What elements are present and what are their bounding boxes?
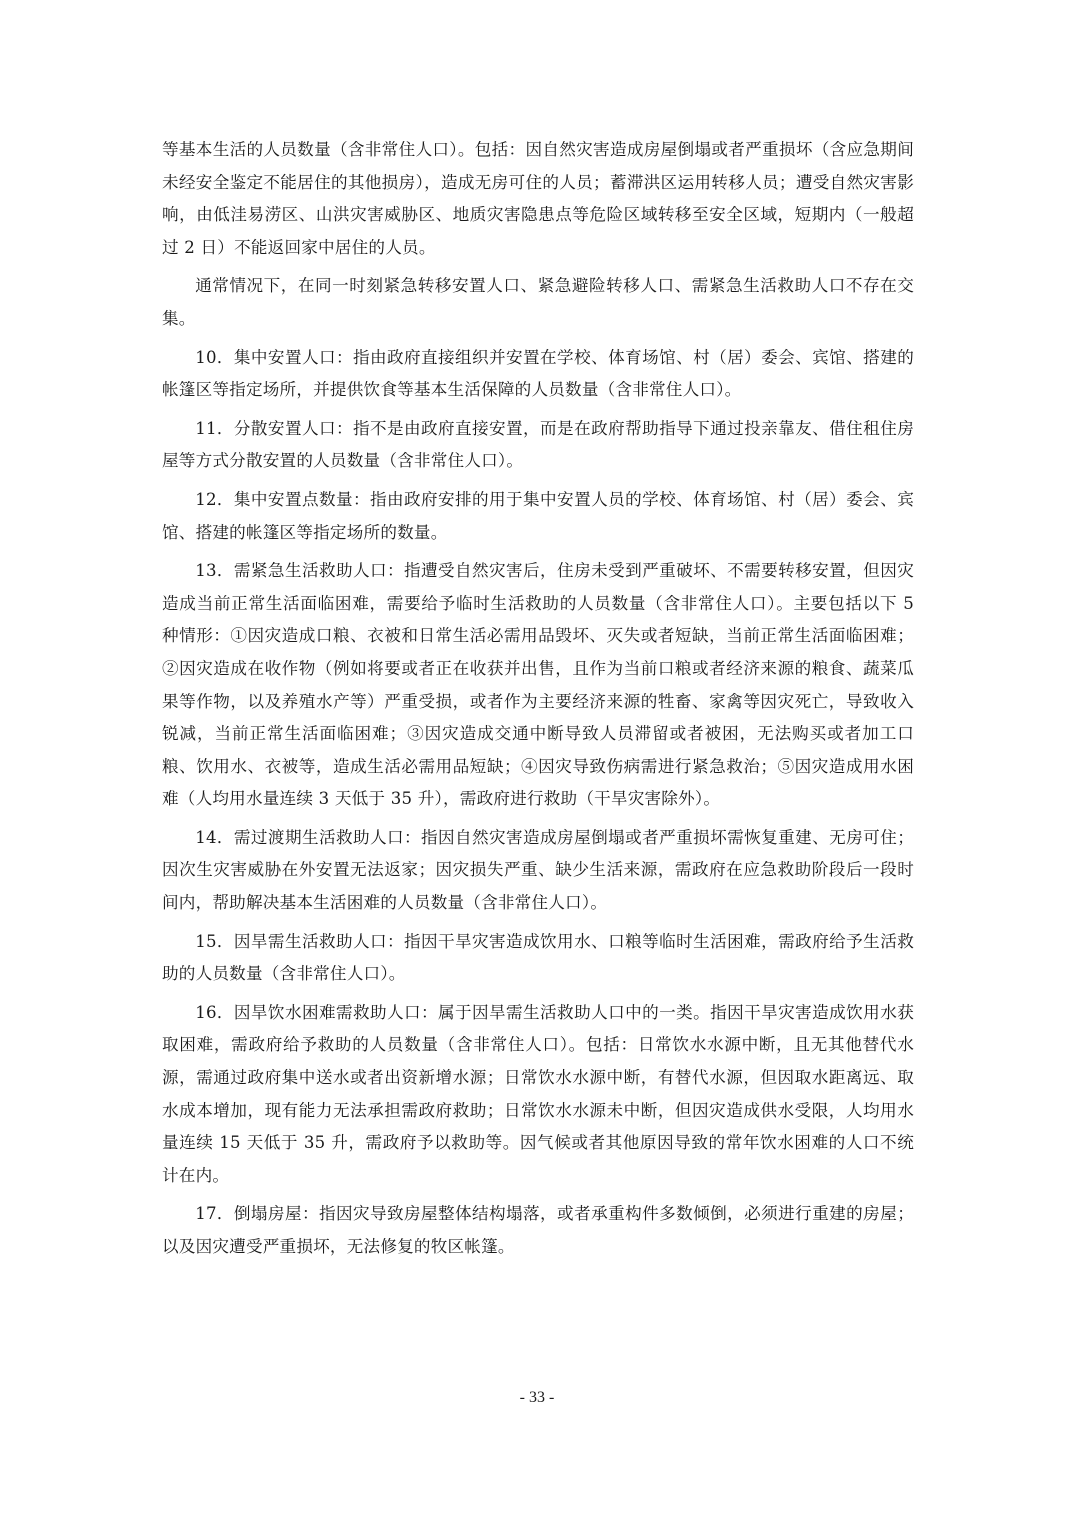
page-number: - 33 - [519,1389,555,1406]
paragraph-item-17: 17．倒塌房屋：指因灾导致房屋整体结构塌落，或者承重构件多数倾倒，必须进行重建的房屋；以及因灾遭受严重损坏，无法修复的牧区帐篷。 [162,1204,914,1256]
paragraph-item-10: 10．集中安置人口：指由政府直接组织并安置在学校、体育场馆、村（居）委会、宾馆、搭建的帐篷区等指定场所，并提供饮食等基本生活保障的人员数量（含非常住人口）。 [162,347,914,400]
paragraph-continued: 等基本生活的人员数量（含非常住人口）。包括：因自然灾害造成房屋倒塌或者严重损坏（含应急期间未经安全鉴定不能居住的其他损房），造成无房可住的人员；蓄滞洪区运用转移人员；遭受自然灾害影响，由低洼易涝区、山洪灾害威胁区、地质灾害隐患点等危险区域转移至安全区域，短期内（一般超过 2 日）不能返回家中居住的人员。 [162,140,914,257]
paragraph-item-12: 12．集中安置点数量：指由政府安排的用于集中安置人员的学校、体育场馆、村（居）委会、宾馆、搭建的帐篷区等指定场所的数量。 [162,489,914,542]
paragraph-item-15: 15．因旱需生活救助人口：指因干旱灾害造成饮用水、口粮等临时生活困难，需政府给予生活救助的人员数量（含非常住人口）。 [162,931,914,984]
paragraph-item-11: 11．分散安置人口：指不是由政府直接安置，而是在政府帮助指导下通过投亲靠友、借住租住房屋等方式分散安置的人员数量（含非常住人口）。 [162,418,914,471]
paragraph-item-13: 13．需紧急生活救助人口：指遭受自然灾害后，住房未受到严重破坏、不需要转移安置，但因灾造成当前正常生活面临困难，需要给予临时生活救助的人员数量（含非常住人口）。主要包括以下 5 种情形：①因灾造成口粮、衣被和日常生活必需用品毁坏、灭失或者短缺，当前正常生活面临困难；②因灾造成在收作物（例如将要或者正在收获并出售，且作为当前口粮或者经济来源的粮食、蔬菜瓜果等作物，以及养殖水产等）严重受损，或者作为主要经济来源的牲畜、家禽等因灾死亡，导致收入锐减，当前正常生活面临困难；③因灾造成交通中断导致人员滞留或者被困，无法购买或者加工口粮、饮用水、衣被等，造成生活必需用品短缺；④因灾导致伤病需进行紧急救治；⑤因灾造成用水困难（人均用水量连续 3 天低于 35 升），需政府进行救助（干旱灾害除外）。 [162,561,914,809]
paragraph-note: 通常情况下，在同一时刻紧急转移安置人口、紧急避险转移人口、需紧急生活救助人口不存在交集。 [162,276,914,328]
paragraph-item-16: 16．因旱饮水困难需救助人口：属于因旱需生活救助人口中的一类。指因干旱灾害造成饮用水获取困难，需政府给予救助的人员数量（含非常住人口）。包括：日常饮水水源中断，且无其他替代水源，需通过政府集中送水或者出资新增水源；日常饮水水源中断，有替代水源，但因取水距离远、取水成本增加，现有能力无法承担需政府救助；日常饮水水源未中断，但因灾造成供水受限，人均用水量连续 15 天低于 35 升，需政府予以救助等。因气候或者其他原因导致的常年饮水困难的人口不统计在内。 [162,1002,914,1185]
paragraph-item-14: 14．需过渡期生活救助人口：指因自然灾害造成房屋倒塌或者严重损坏需恢复重建、无房可住；因次生灾害威胁在外安置无法返家；因灾损失严重、缺少生活来源，需政府在应急救助阶段后一段时间内，帮助解决基本生活困难的人员数量（含非常住人口）。 [162,827,914,913]
document-page [162,134,914,1384]
